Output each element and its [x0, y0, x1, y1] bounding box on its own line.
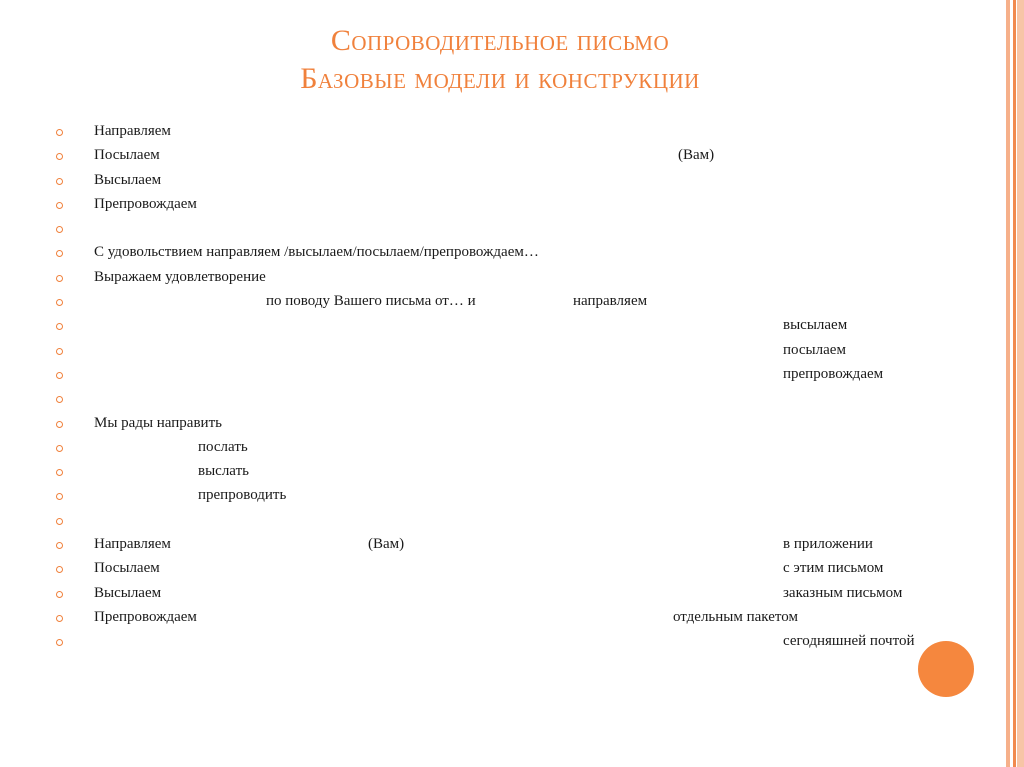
list-item-text-tertiary: отдельным пакетом: [673, 608, 798, 625]
list-item-text-primary: Мы рады направить: [94, 414, 222, 431]
list-item-text-primary: Посылаем: [94, 147, 160, 164]
list-item-text-primary: Направляем: [94, 123, 171, 139]
list-item-text-tertiary: с этим письмом: [783, 560, 884, 577]
list-item: [48, 414, 978, 438]
bullet-icon: [56, 153, 63, 160]
bullet-icon: [56, 615, 63, 622]
list-item-text-primary: препроводить: [198, 487, 287, 504]
bullet-icon: [56, 445, 63, 452]
bullet-icon: [56, 299, 63, 306]
list-item: [48, 122, 978, 146]
list-item-text-tertiary: препровождаем: [783, 365, 884, 382]
list-item: [48, 268, 978, 292]
list-item: [48, 438, 978, 462]
list-item: [48, 511, 978, 535]
list-item: [48, 632, 978, 656]
list-item: [48, 292, 978, 316]
list-item: [48, 584, 978, 608]
decorative-circle: [918, 641, 974, 697]
list-item-text-primary: С удовольствием направляем /высылаем/посылаем/препровождаем…: [94, 244, 539, 261]
list-item-text-secondary: (Вам): [368, 536, 405, 553]
list-item-text-tertiary: в приложении: [783, 536, 873, 553]
list-item: [48, 389, 978, 413]
bullet-icon: [56, 396, 63, 403]
list-item: [48, 365, 978, 389]
list-item: [48, 219, 978, 243]
list-item-text-primary: послать: [198, 438, 248, 455]
bullet-icon: [56, 469, 63, 476]
list-item-text-tertiary: сегодняшней почтой: [783, 633, 915, 650]
title-line-1: Сопроводительное письмо: [330, 24, 670, 57]
bullet-icon: [56, 226, 63, 233]
list-item: [48, 195, 978, 219]
bullet-icon: [56, 493, 63, 500]
decorative-edge-bar-light: [1006, 0, 1010, 767]
list-item: [48, 462, 978, 486]
list-item-text-tertiary: высылаем: [783, 317, 848, 334]
decorative-edge-bar-pale: [1017, 0, 1024, 767]
list-item-text-primary: Препровождаем: [94, 195, 197, 212]
list-item: [48, 243, 978, 267]
bullet-icon: [56, 639, 63, 646]
bullet-icon: [56, 178, 63, 185]
bullet-list: [48, 122, 978, 657]
list-item-text-secondary: направляем: [573, 293, 648, 310]
list-item-text-secondary: (Вам): [678, 147, 715, 164]
list-item: [48, 608, 978, 632]
list-item-text-primary: Посылаем: [94, 560, 160, 577]
list-item: [48, 316, 978, 340]
bullet-icon: [56, 250, 63, 257]
bullet-icon: [56, 566, 63, 573]
bullet-icon: [56, 323, 63, 330]
list-item: [48, 559, 978, 583]
list-item-text-tertiary: посылаем: [783, 341, 846, 358]
title-line-2: Базовые модели и конструкции: [300, 62, 700, 95]
list-item-text-primary: Выражаем удовлетворение: [94, 268, 266, 285]
list-item-text-primary: Высылаем: [94, 584, 162, 601]
list-item-text-primary: Препровождаем: [94, 608, 197, 625]
bullet-icon: [56, 542, 63, 549]
bullet-icon: [56, 591, 63, 598]
list-item: [48, 171, 978, 195]
list-item: [48, 146, 978, 170]
list-item-text-primary: Направляем: [94, 536, 171, 553]
bullet-icon: [56, 202, 63, 209]
list-item-text-primary: выслать: [198, 463, 249, 480]
decorative-edge-bar-accent: [1013, 0, 1016, 767]
list-item: [48, 341, 978, 365]
bullet-icon: [56, 518, 63, 525]
bullet-icon: [56, 275, 63, 282]
page-title: [0, 22, 1000, 98]
list-item-text-primary: Высылаем: [94, 171, 162, 188]
bullet-icon: [56, 348, 63, 355]
bullet-icon: [56, 129, 63, 136]
list-item-text-tertiary: заказным письмом: [783, 584, 903, 601]
list-item-text-primary: по поводу Вашего письма от… и: [266, 293, 476, 310]
bullet-icon: [56, 421, 63, 428]
bullet-icon: [56, 372, 63, 379]
list-item: [48, 486, 978, 510]
list-item: [48, 535, 978, 559]
